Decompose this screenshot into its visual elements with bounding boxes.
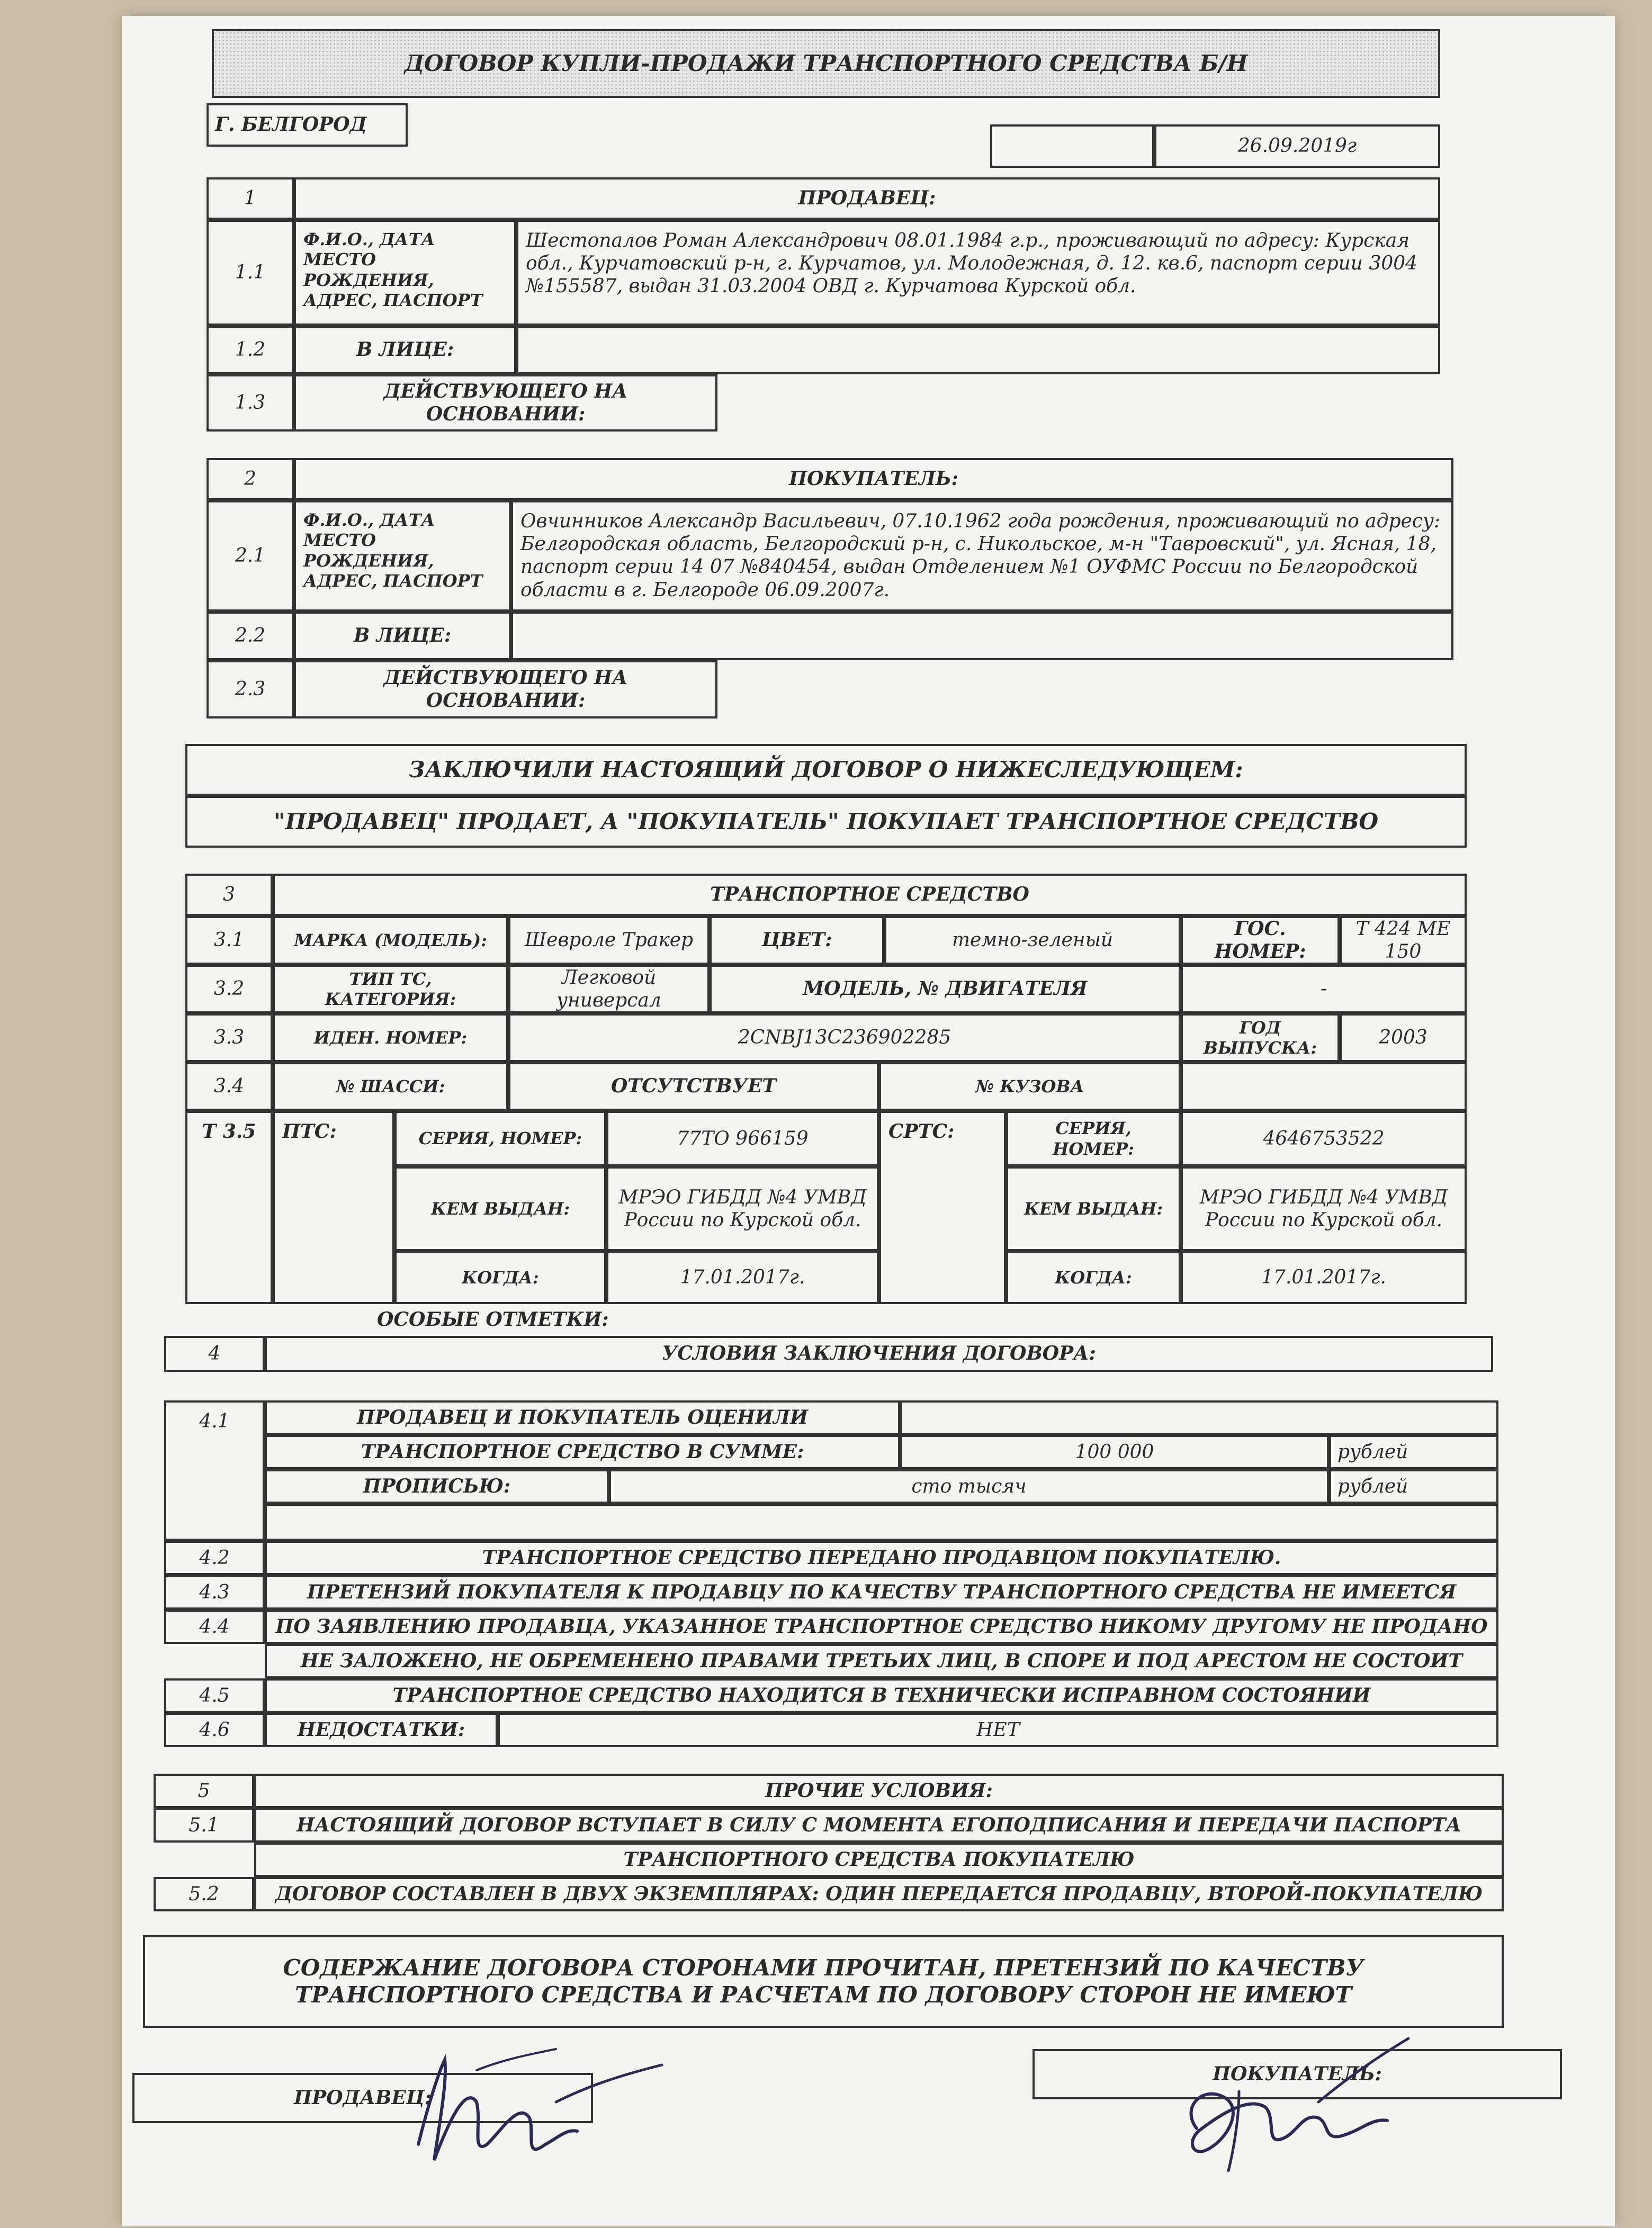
words-label: ПРОПИСЬЮ: [265,1469,609,1504]
vehicle-n32: 3.2 [185,965,273,1013]
pts-series-label: СЕРИЯ, НОМЕР: [394,1111,606,1166]
seller-r1-label: Ф.И.О., ДАТА МЕСТО РОЖДЕНИЯ, АДРЕС, ПАСПОРТ [294,220,516,326]
cond-41a-blank [900,1400,1498,1435]
pts-issued-value: МРЭО ГИБДД №4 УМВД России по Курской обл. [606,1166,879,1251]
buyer-r1-label: Ф.И.О., ДАТА МЕСТО РОЖДЕНИЯ, АДРЕС, ПАСПОРТ [294,500,511,612]
seller-r1-num: 1.1 [206,220,294,326]
srts-issued-value: МРЭО ГИБДД №4 УМВД России по Курской обл. [1181,1166,1467,1251]
city: Г. БЕЛГОРОД [206,103,408,147]
buyer-r3-label: ДЕЙСТВУЮЩЕГО НА ОСНОВАНИИ: [294,660,717,718]
seller-signature-label: ПРОДАВЕЦ: [294,2086,432,2109]
srts-issued-label: КЕМ ВЫДАН: [1006,1166,1181,1251]
cond-45: ТРАНСПОРТНОЕ СРЕДСТВО НАХОДИТСЯ В ТЕХНИЧЕСКИ ИСПРАВНОМ СОСТОЯНИИ [265,1678,1498,1713]
srts-label: СРТС: [879,1111,1006,1304]
special-notes: ОСОБЫЕ ОТМЕТКИ: [377,1308,609,1331]
contract-title: ДОГОВОР КУПЛИ-ПРОДАЖИ ТРАНСПОРТНОГО СРЕДСТВА Б/Н [212,29,1440,98]
conditions-header: УСЛОВИЯ ЗАКЛЮЧЕНИЯ ДОГОВОРА: [265,1336,1493,1372]
srts-when-value: 17.01.2017г. [1181,1251,1467,1304]
srts-when-label: КОГДА: [1006,1251,1181,1304]
other-51a: НАСТОЯЩИЙ ДОГОВОР ВСТУПАЕТ В СИЛУ С МОМЕНТА ЕГОПОДПИСАНИЯ И ПЕРЕДАЧИ ПАСПОРТА [254,1808,1504,1843]
other-n52: 5.2 [154,1877,254,1911]
vehicle-n34: 3.4 [185,1062,273,1111]
cond-n46: 4.6 [164,1713,265,1747]
pts-series-value: 77ТО 966159 [606,1111,879,1166]
pts-when-value: 17.01.2017г. [606,1251,879,1304]
buyer-num: 2 [206,458,294,500]
seller-representative-value [516,326,1440,374]
year-label: ГОД ВЫПУСКА: [1181,1013,1340,1062]
body-value [1181,1062,1467,1111]
color-value: темно-зеленый [884,916,1181,965]
buyer-signature [1160,2028,1446,2187]
buyer-r2-num: 2.2 [206,612,294,660]
seller-r3-num: 1.3 [206,374,294,432]
year-value: 2003 [1340,1013,1467,1062]
seller-signature [397,2038,672,2197]
chassis-label: № ШАССИ: [273,1062,508,1111]
cond-n43: 4.3 [164,1575,265,1610]
words-value: сто тысяч [609,1469,1329,1504]
contract-sheet [122,16,1615,2226]
seller-r2-label: В ЛИЦЕ: [294,326,516,374]
buyer-r3-num: 2.3 [206,660,294,718]
contract-date: 26.09.2019г [1154,124,1440,168]
date-blank [990,124,1154,168]
color-label: ЦВЕТ: [710,916,884,965]
cond-43: ПРЕТЕНЗИЙ ПОКУПАТЕЛЯ К ПРОДАВЦУ ПО КАЧЕСТВУ ТРАНСПОРТНОГО СРЕДСТВА НЕ ИМЕЕТСЯ [265,1575,1498,1610]
srts-series-value: 4646753522 [1181,1111,1467,1166]
pts-issued-label: КЕМ ВЫДАН: [394,1166,606,1251]
defects-label: НЕДОСТАТКИ: [265,1713,498,1747]
pts-label: ПТС: [273,1111,394,1304]
cond-41-blank [265,1504,1498,1541]
make-label: МАРКА (МОДЕЛЬ): [273,916,508,965]
words-currency: рублей [1329,1469,1498,1504]
cond-n42: 4.2 [164,1541,265,1575]
defects-value: НЕТ [498,1713,1498,1747]
cond-42: ТРАНСПОРТНОЕ СРЕДСТВО ПЕРЕДАНО ПРОДАВЦОМ ПОКУПАТЕЛЮ. [265,1541,1498,1575]
cond-44b: НЕ ЗАЛОЖЕНО, НЕ ОБРЕМЕНЕНО ПРАВАМИ ТРЕТЬИХ ЛИЦ, В СПОРЕ И ПОД АРЕСТОМ НЕ СОСТОИТ [265,1644,1498,1678]
engine-value: - [1181,965,1467,1013]
plate-label: ГОС. НОМЕР: [1181,916,1340,965]
other-52: ДОГОВОР СОСТАВЛЕН В ДВУХ ЭКЗЕМПЛЯРАХ: ОДИН ПЕРЕДАЕТСЯ ПРОДАВЦУ, ВТОРОЙ-ПОКУПАТЕЛЮ [254,1877,1504,1911]
agreement-line-2: "ПРОДАВЕЦ" ПРОДАЕТ, А "ПОКУПАТЕЛЬ" ПОКУПАЕТ ТРАНСПОРТНОЕ СРЕДСТВО [185,796,1467,848]
seller-num: 1 [206,177,294,220]
vehicle-n33: 3.3 [185,1013,273,1062]
seller-header: ПРОДАВЕЦ: [294,177,1440,220]
seller-r3-label: ДЕЙСТВУЮЩЕГО НА ОСНОВАНИИ: [294,374,717,432]
other-num: 5 [154,1774,254,1808]
vehicle-n31: 3.1 [185,916,273,965]
sum-value: 100 000 [900,1435,1329,1469]
buyer-representative-value [511,612,1453,660]
cond-n44: 4.4 [164,1610,265,1644]
body-label: № КУЗОВА [879,1062,1181,1111]
vin-value: 2CNBJ13C236902285 [508,1013,1181,1062]
final-statement: СОДЕРЖАНИЕ ДОГОВОРА СТОРОНАМИ ПРОЧИТАН, ПРЕТЕНЗИЙ ПО КАЧЕСТВУ ТРАНСПОРТНОГО СРЕДСТВА И РАСЧЕТАМ ПО ДОГОВОРУ СТОРОН НЕ ИМЕЮТ [143,1935,1504,2028]
pts-when-label: КОГДА: [394,1251,606,1304]
vehicle-num: 3 [185,874,273,916]
conditions-num: 4 [164,1336,265,1372]
agreement-line-1: ЗАКЛЮЧИЛИ НАСТОЯЩИЙ ДОГОВОР О НИЖЕСЛЕДУЮЩЕМ: [185,744,1467,796]
make-value: Шевроле Тракер [508,916,710,965]
buyer-r2-label: В ЛИЦЕ: [294,612,511,660]
vehicle-header: ТРАНСПОРТНОЕ СРЕДСТВО [273,874,1467,916]
vehicle-n35: Т 3.5 [185,1111,273,1304]
other-n51: 5.1 [154,1808,254,1843]
buyer-r1-num: 2.1 [206,500,294,612]
cond-44a: ПО ЗАЯВЛЕНИЮ ПРОДАВЦА, УКАЗАННОЕ ТРАНСПОРТНОЕ СРЕДСТВО НИКОМУ ДРУГОМУ НЕ ПРОДАНО [265,1610,1498,1644]
type-value: Легковой универсал [508,965,710,1013]
engine-label: МОДЕЛЬ, № ДВИГАТЕЛЯ [710,965,1181,1013]
cond-41a: ПРОДАВЕЦ И ПОКУПАТЕЛЬ ОЦЕНИЛИ [265,1400,900,1435]
vin-label: ИДЕН. НОМЕР: [273,1013,508,1062]
cond-n41: 4.1 [164,1400,265,1541]
buyer-details: Овчинников Александр Васильевич, 07.10.1962 года рождения, проживающий по адресу: Белгородская область, Белгородский р-н, с. Никольское, м-н "Тавровский", ул. Ясная, 18, паспорт серии 14 07 №840454, выдан Отделением №1 ОУФМС России по Белгородской области в г. Белгороде 06.09.2007г. [511,500,1453,612]
type-label: ТИП ТС, КАТЕГОРИЯ: [273,965,508,1013]
cond-41b: ТРАНСПОРТНОЕ СРЕДСТВО В СУММЕ: [265,1435,900,1469]
seller-details: Шестопалов Роман Александрович 08.01.1984 г.р., проживающий по адресу: Курская обл., Курчатовский р-н, г. Курчатов, ул. Молодежная, д. 12. кв.6, паспорт серии 3004 №155587, выдан 31.03.2004 ОВД г. Курчатова Курской обл. [516,220,1440,326]
plate-value: Т 424 МЕ 150 [1340,916,1467,965]
buyer-header: ПОКУПАТЕЛЬ: [294,458,1453,500]
other-header: ПРОЧИЕ УСЛОВИЯ: [254,1774,1504,1808]
sum-currency: рублей [1329,1435,1498,1469]
seller-r2-num: 1.2 [206,326,294,374]
chassis-value: ОТСУТСТВУЕТ [508,1062,879,1111]
buyer-signature-label: ПОКУПАТЕЛЬ: [1213,2062,1382,2085]
srts-series-label: СЕРИЯ, НОМЕР: [1006,1111,1181,1166]
other-51b: ТРАНСПОРТНОГО СРЕДСТВА ПОКУПАТЕЛЮ [254,1843,1504,1877]
cond-n45: 4.5 [164,1678,265,1713]
